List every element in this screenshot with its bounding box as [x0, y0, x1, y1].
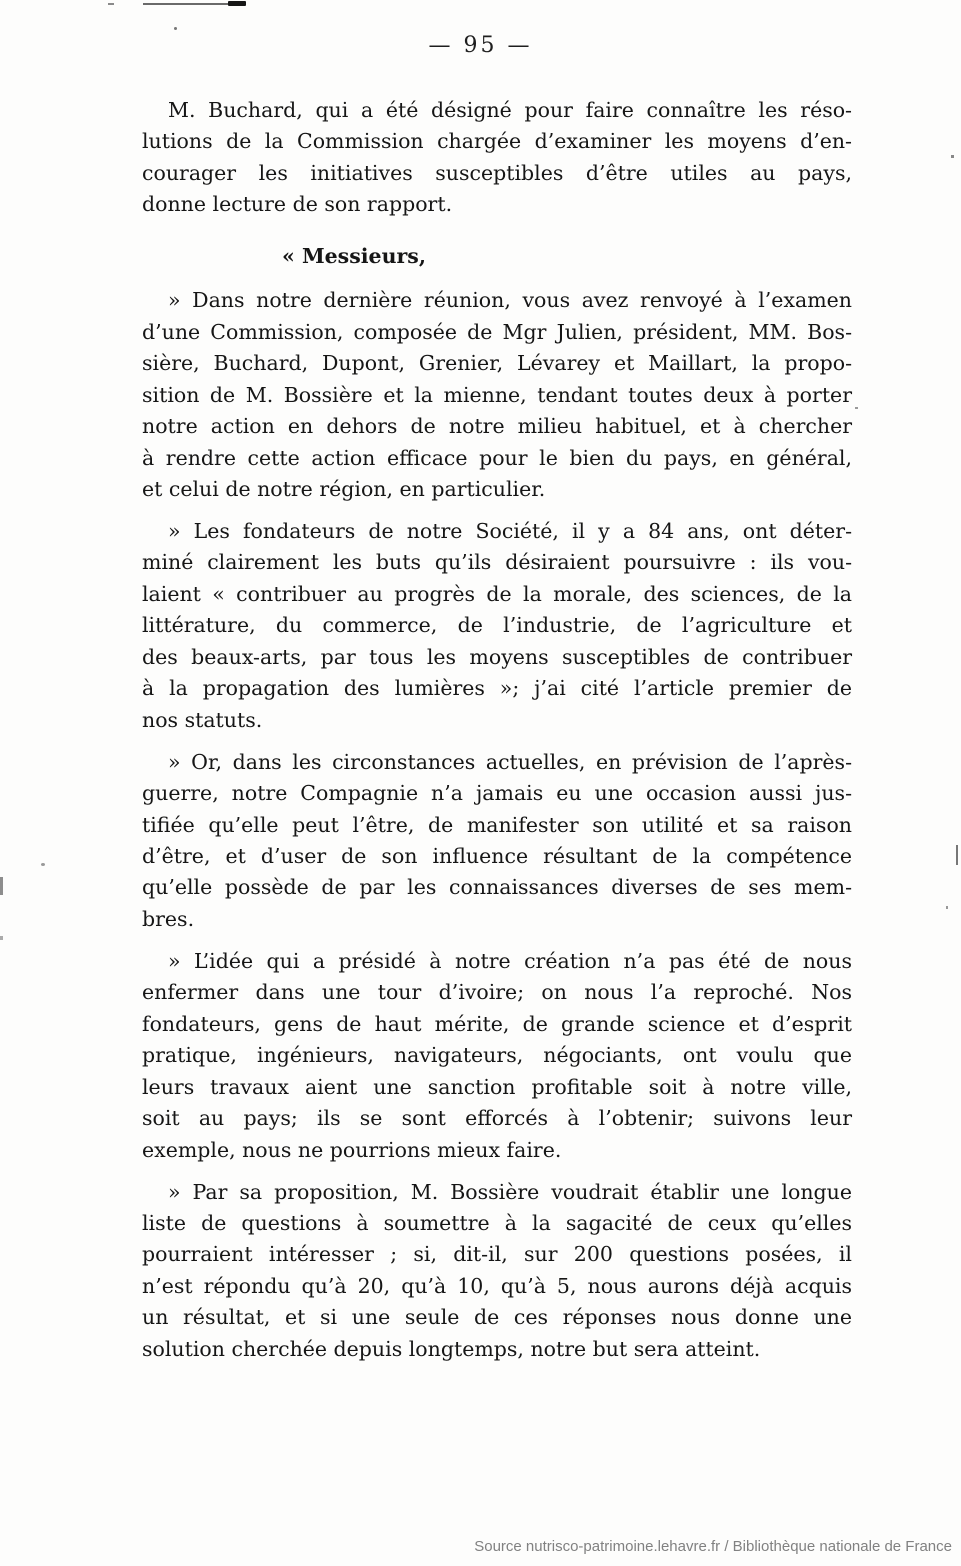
text-line: d’être, et d’user de son influence résultant de la compétence	[142, 843, 852, 868]
scan-artifact-speck	[174, 27, 177, 30]
text-line: à la propagation des lumières »; j’ai cité l’article premier de	[142, 676, 852, 701]
text-line: bres.	[142, 906, 195, 931]
scan-artifact-top-blob	[228, 1, 246, 6]
paragraph-fondateurs	[142, 516, 852, 736]
text-line: M. Buchard, qui a été désigné pour faire connaître les réso-	[168, 98, 852, 122]
paragraph-proposition	[142, 1177, 852, 1366]
text-line: littérature, du commerce, de l’industrie, de l’agriculture et	[142, 613, 852, 638]
text-line: exemple, nous ne pourrions mieux faire.	[142, 1137, 562, 1162]
text-line: leurs travaux aient une sanction profitable soit à notre ville,	[142, 1074, 852, 1099]
text-line: enfermer dans une tour d’ivoire; on nous l’a reproché. Nos	[142, 980, 852, 1005]
text-line: d’une Commission, composée de Mgr Julien, président, MM. Bos-	[142, 319, 852, 344]
text-line: » Dans notre dernière réunion, vous avez renvoyé à l’examen	[168, 288, 852, 313]
paragraph-salutation	[142, 241, 852, 272]
text-line: donne lecture de son rapport.	[142, 192, 453, 217]
text-line: courager les initiatives susceptibles d’être utiles au pays,	[142, 160, 852, 185]
text-block	[142, 95, 852, 1365]
text-line: des beaux-arts, par tous les moyens susceptibles de contribuer	[142, 644, 852, 669]
text-line: sition de M. Bossière et la mienne, tendant toutes deux à porter	[142, 382, 852, 407]
text-line: sière, Buchard, Dupont, Grenier, Lévarey et Maillart, la propo-	[142, 351, 852, 376]
text-line: pourraient intéresser ; si, dit-il, sur 200 questions posées, il	[142, 1242, 852, 1267]
text-line: qu’elle possède de par les connaissances diverses de ses mem-	[142, 875, 852, 900]
text-line: lutions de la Commission chargée d’examiner les moyens d’en-	[142, 129, 852, 154]
text-line: nos statuts.	[142, 707, 263, 732]
text-line: » Par sa proposition, M. Bossière voudrait établir une longue	[168, 1179, 852, 1204]
text-line: laient « contribuer au progrès de la morale, des sciences, de la	[142, 581, 852, 606]
text-line: pratique, ingénieurs, navigateurs, négociants, ont voulu que	[142, 1043, 852, 1068]
paragraph-circonstances	[142, 747, 852, 936]
text-line: guerre, notre Compagnie n’a jamais eu une occasion aussi jus-	[142, 781, 852, 806]
text-line: n’est répondu qu’à 20, qu’à 10, qu’à 5, nous aurons déjà acquis	[142, 1273, 852, 1298]
scan-artifact-right-mark	[956, 845, 958, 865]
text-line: un résultat, et si une seule de ces réponses nous donne une	[142, 1305, 852, 1330]
text-line: » Or, dans les circonstances actuelles, en prévision de l’après-	[168, 749, 852, 774]
text-line: fondateurs, gens de haut mérite, de grande science et d’esprit	[142, 1011, 852, 1036]
scan-artifact-speck	[0, 936, 3, 940]
scan-artifact-left-mark	[0, 877, 3, 895]
text-line: liste de questions à soumettre à la sagacité de ceux qu’elles	[142, 1210, 852, 1235]
text-line: tifiée qu’elle peut l’être, de manifester son utilité et sa raison	[142, 812, 852, 837]
text-line: à rendre cette action efficace pour le bien du pays, en général,	[142, 445, 852, 470]
scan-artifact-speck	[855, 407, 858, 409]
scan-artifact-speck	[951, 155, 954, 158]
text-line: notre action en dehors de notre milieu habituel, et à chercher	[142, 414, 852, 439]
text-line: » L’idée qui a présidé à notre création n’a pas été de nous	[168, 948, 852, 973]
paragraph-commission	[142, 285, 852, 505]
scan-artifact-top-dash	[108, 3, 114, 5]
text-line: miné clairement les buts qu’ils désiraient poursuivre : ils vou-	[142, 550, 852, 575]
text-line: solution cherchée depuis longtemps, notre but sera atteint.	[142, 1336, 761, 1361]
text-line: et celui de notre région, en particulier.	[142, 476, 546, 501]
scan-artifact-speck	[41, 863, 45, 866]
salutation-line: « Messieurs,	[282, 243, 426, 268]
paragraph-idee	[142, 946, 852, 1166]
source-attribution: Source nutrisco-patrimoine.lehavre.fr / Bibliothèque nationale de France	[474, 1538, 952, 1555]
paragraph-intro	[142, 95, 852, 221]
page-number: — 95 —	[428, 33, 533, 58]
text-line: soit au pays; ils se sont efforcés à l’obtenir; suivons leur	[142, 1106, 852, 1131]
text-line: » Les fondateurs de notre Société, il y a 84 ans, ont déter-	[168, 518, 852, 543]
scan-artifact-speck	[946, 906, 948, 909]
